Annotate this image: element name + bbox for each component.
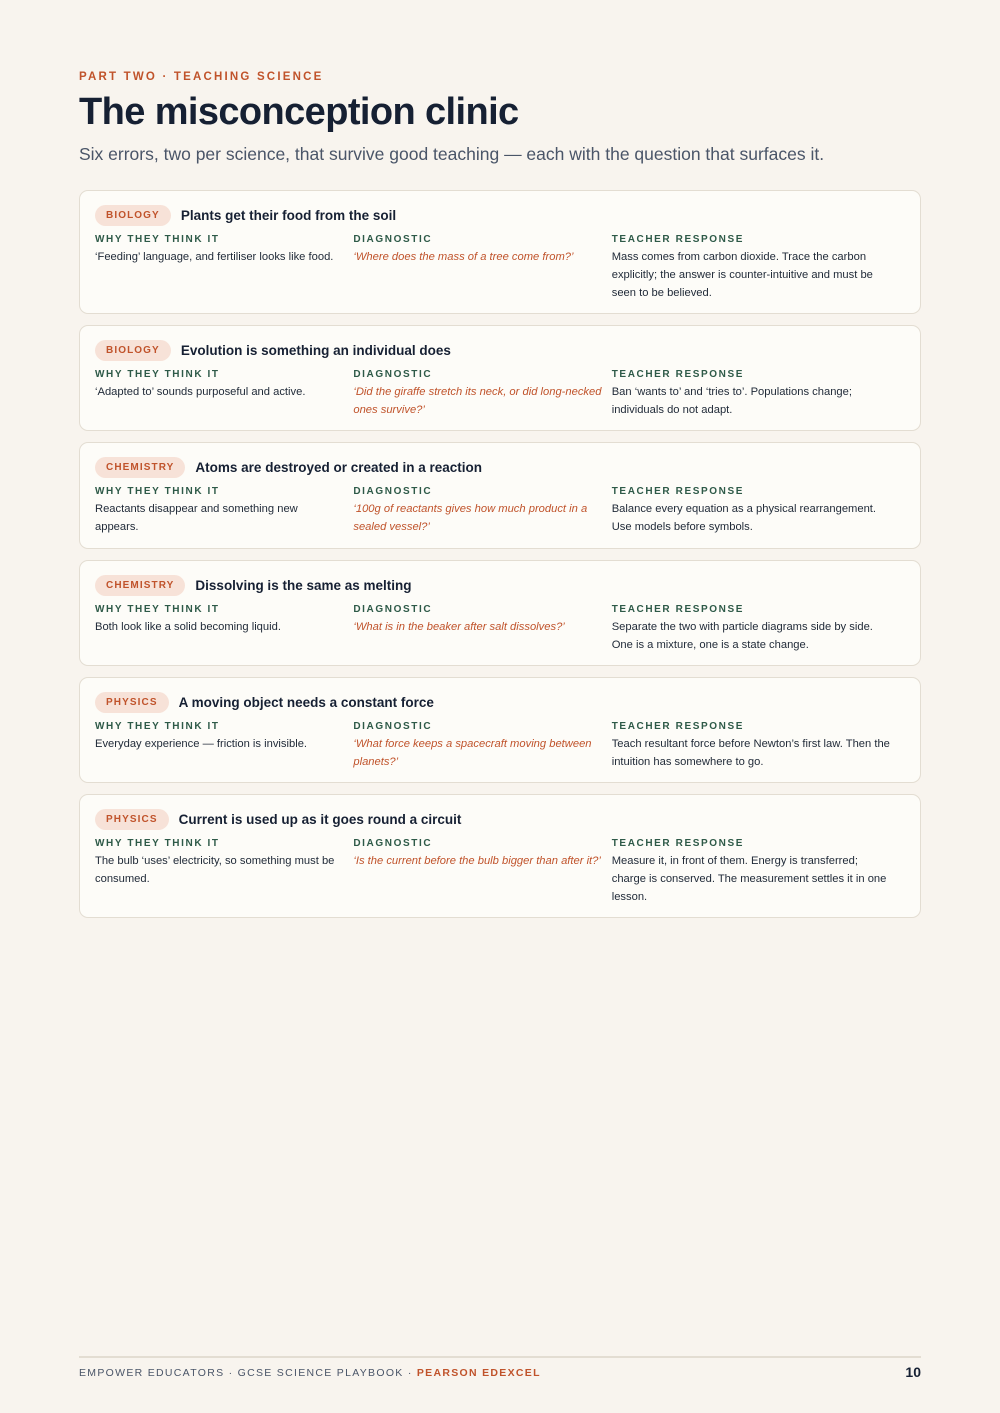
subject-tag: CHEMISTRY [95, 457, 185, 478]
response-label: TEACHER RESPONSE [611, 234, 745, 245]
footer-divider [79, 1356, 921, 1358]
misconception-title: Current is used up as it goes round a circuit [178, 811, 462, 827]
response-text: Mass comes from carbon dioxide. Trace the carbon explicitly; the answer is counter-intuitive and must be seen to be believed. [611, 251, 873, 299]
diagnostic-label: DIAGNOSTIC [353, 486, 433, 497]
response-label: TEACHER RESPONSE [611, 838, 745, 849]
misconception-title: Atoms are destroyed or created in a reaction [195, 459, 483, 475]
subject-tag: PHYSICS [95, 809, 169, 830]
diagnostic-label: DIAGNOSTIC [353, 721, 433, 732]
why-label: WHY THEY THINK IT [95, 234, 220, 245]
why-label: WHY THEY THINK IT [95, 486, 220, 497]
diagnostic-label: DIAGNOSTIC [353, 234, 433, 245]
diagnostic-text: ‘Did the giraffe stretch its neck, or did long-necked ones survive?’ [353, 386, 602, 416]
subject-tag: CHEMISTRY [95, 575, 185, 596]
why-label: WHY THEY THINK IT [95, 604, 220, 615]
subject-tag: BIOLOGY [95, 340, 171, 361]
misconception-card [79, 325, 921, 431]
misconception-title: A moving object needs a constant force [178, 694, 434, 710]
why-label: WHY THEY THINK IT [95, 369, 220, 380]
why-text: ‘Feeding’ language, and fertiliser looks like food. [95, 251, 334, 263]
section-eyebrow: PART TWO · TEACHING SCIENCE [79, 71, 324, 83]
subject-tag: BIOLOGY [95, 205, 171, 226]
misconception-card [79, 442, 921, 549]
response-text: Teach resultant force before Newton’s first law. Then the intuition has somewhere to go. [611, 738, 890, 768]
response-text: Separate the two with particle diagrams side by side. One is a mixture, one is a state change. [611, 621, 873, 651]
diagnostic-text: ‘What force keeps a spacecraft moving between planets?’ [353, 738, 592, 768]
misconception-title: Dissolving is the same as melting [195, 577, 412, 593]
why-label: WHY THEY THINK IT [95, 721, 220, 732]
misconception-card [79, 190, 921, 314]
diagnostic-label: DIAGNOSTIC [353, 369, 433, 380]
footer-series: EMPOWER EDUCATORS · GCSE SCIENCE PLAYBOOK · [79, 1367, 417, 1379]
subject-tag: PHYSICS [95, 692, 169, 713]
misconception-card [79, 794, 921, 918]
footer-brand: PEARSON EDEXCEL [416, 1367, 541, 1379]
why-label: WHY THEY THINK IT [95, 838, 220, 849]
response-text: Balance every equation as a physical rearrangement. Use models before symbols. [611, 503, 877, 533]
footer-credit [79, 1367, 541, 1379]
page [79, 0, 921, 1413]
response-label: TEACHER RESPONSE [611, 604, 745, 615]
page-title: The misconception clinic [79, 91, 519, 133]
response-text: Ban ‘wants to’ and ‘tries to’. Populations change; individuals do not adapt. [611, 386, 852, 416]
misconception-title: Evolution is something an individual does [180, 342, 451, 358]
response-text: Measure it, in front of them. Energy is transferred; charge is conserved. The measurement settles it in one lesson. [611, 855, 887, 903]
misconception-list [79, 190, 921, 929]
why-text: Both look like a solid becoming liquid. [95, 621, 281, 633]
misconception-card [79, 560, 921, 666]
response-label: TEACHER RESPONSE [611, 369, 745, 380]
misconception-card [79, 677, 921, 783]
diagnostic-label: DIAGNOSTIC [353, 604, 433, 615]
diagnostic-text: ‘Where does the mass of a tree come from?’ [353, 251, 574, 263]
page-number: 10 [905, 1364, 921, 1380]
page-subtitle: Six errors, two per science, that survive good teaching — each with the question that surfaces it. [79, 144, 825, 164]
response-label: TEACHER RESPONSE [611, 721, 745, 732]
why-text: Reactants disappear and something new appears. [95, 503, 298, 533]
why-text: The bulb ‘uses’ electricity, so something must be consumed. [95, 855, 335, 885]
diagnostic-text: ‘What is in the beaker after salt dissolves?’ [353, 621, 565, 633]
response-label: TEACHER RESPONSE [611, 486, 745, 497]
diagnostic-text: ‘100g of reactants gives how much product in a sealed vessel?’ [353, 503, 588, 533]
diagnostic-text: ‘Is the current before the bulb bigger than after it?’ [353, 855, 601, 867]
diagnostic-label: DIAGNOSTIC [353, 838, 433, 849]
misconception-title: Plants get their food from the soil [180, 207, 397, 223]
why-text: ‘Adapted to’ sounds purposeful and active. [95, 386, 306, 398]
why-text: Everyday experience — friction is invisible. [95, 738, 308, 750]
